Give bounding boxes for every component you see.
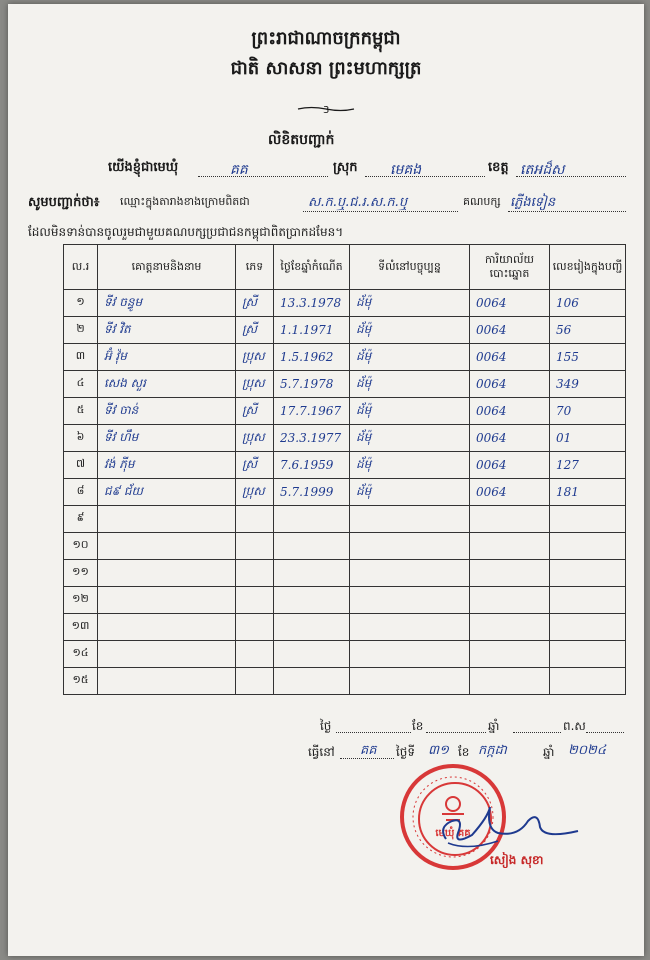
table-row: [64, 398, 626, 425]
row-sex-handwriting: ស្រី: [242, 295, 257, 309]
row-address-cell: [350, 506, 470, 533]
era-dotted-line: [586, 732, 624, 733]
row-address-handwriting: ដ័ម៉ុ: [356, 457, 372, 471]
row-list-no-cell: [550, 533, 626, 560]
document-page: [8, 4, 644, 956]
made-at-label: ធ្វើនៅ: [308, 745, 335, 759]
row-name-handwriting: [98, 620, 104, 634]
row-address-cell: [350, 614, 470, 641]
row-dob-cell: [274, 614, 350, 641]
row-office-cell: [470, 641, 550, 668]
row-office-handwriting: 0064: [476, 323, 507, 337]
row-list-no-cell: [550, 641, 626, 668]
row-dob-cell: [274, 371, 350, 398]
row-sex-handwriting: ប្រុស: [242, 349, 265, 363]
row-list-no-cell: [550, 560, 626, 587]
row-sex-cell: [236, 371, 274, 398]
row-office-handwriting: [470, 566, 476, 580]
year-value: ២០២៤: [568, 743, 607, 758]
row-name-cell: [98, 668, 236, 695]
row-dob-cell: [274, 344, 350, 371]
row-office-handwriting: [470, 539, 476, 553]
row-name-cell: [98, 452, 236, 479]
row-dob-handwriting: [274, 512, 280, 526]
row-no-cell: ២: [64, 317, 98, 344]
col-header-name: គោត្តនាមនិងនាម: [98, 245, 236, 290]
row-dob-cell: [274, 668, 350, 695]
district-label: ស្រុក: [333, 160, 358, 175]
row-office-cell: [470, 479, 550, 506]
row-list-no-handwriting: [550, 566, 556, 580]
row-office-cell: [470, 317, 550, 344]
row-dob-handwriting: [274, 539, 280, 553]
day-value: ៣១: [428, 743, 449, 758]
table-row: [64, 317, 626, 344]
table-row: [64, 506, 626, 533]
row-office-handwriting: [470, 620, 476, 634]
row-name-cell: [98, 371, 236, 398]
row-name-handwriting: ទីវ ហឹម: [104, 430, 139, 444]
district-value: មេគង: [390, 162, 422, 178]
row-no-cell: ៨: [64, 479, 98, 506]
row-dob-handwriting: [274, 647, 280, 661]
row-address-handwriting: [350, 539, 356, 553]
row-office-handwriting: [470, 512, 476, 526]
table-row: [64, 290, 626, 317]
row-sex-cell: [236, 668, 274, 695]
row-address-handwriting: ដ័ម៉ុ: [356, 430, 372, 444]
row-office-cell: [470, 506, 550, 533]
row-list-no-handwriting: [550, 674, 556, 688]
row-office-handwriting: 0064: [476, 431, 507, 445]
row-office-cell: [470, 614, 550, 641]
row-sex-cell: [236, 398, 274, 425]
row-list-no-handwriting: 349: [556, 377, 579, 391]
row-no-cell: ១៣: [64, 614, 98, 641]
row-sex-handwriting: [236, 512, 242, 526]
row-address-handwriting: ដ័ម៉ុ: [356, 322, 372, 336]
row-dob-handwriting: [274, 566, 280, 580]
row-dob-handwriting: [274, 674, 280, 688]
row-name-handwriting: [98, 674, 104, 688]
row-sex-cell: [236, 317, 274, 344]
col-header-sex: ភេទ: [236, 245, 274, 290]
row-list-no-cell: [550, 506, 626, 533]
row-dob-cell: [274, 533, 350, 560]
row-name-cell: [98, 344, 236, 371]
row-no-cell: ៣: [64, 344, 98, 371]
year-label: ឆ្នាំ: [543, 745, 555, 759]
row-sex-handwriting: [236, 566, 242, 580]
row-list-no-handwriting: 127: [556, 458, 579, 472]
row-address-handwriting: ដ័ម៉ុ: [356, 403, 372, 417]
row-address-cell: [350, 371, 470, 398]
row-no-cell: ១២: [64, 587, 98, 614]
row-sex-handwriting: [236, 593, 242, 607]
row-address-handwriting: [350, 593, 356, 607]
day-label: ថ្ងៃទី: [396, 745, 416, 759]
row-sex-cell: [236, 506, 274, 533]
row-dob-handwriting: 17.7.1967: [280, 404, 342, 418]
row-no-cell: ១១: [64, 560, 98, 587]
row-office-cell: [470, 668, 550, 695]
row-name-cell: [98, 317, 236, 344]
row-dob-cell: [274, 317, 350, 344]
row-dob-handwriting: 1.1.1971: [280, 323, 334, 337]
table-row: [64, 371, 626, 398]
month-value: កក្កដា: [478, 743, 507, 758]
row-dob-cell: [274, 560, 350, 587]
row-no-cell: ៦: [64, 425, 98, 452]
row-office-handwriting: 0064: [476, 485, 507, 499]
row-sex-cell: [236, 479, 274, 506]
row-name-handwriting: [98, 593, 104, 607]
status-value: ស.ក.ឬ.ជ.រ.ស.ក.ឬ: [308, 195, 408, 210]
row-dob-handwriting: [274, 593, 280, 607]
table-header-row: [64, 245, 626, 290]
row-name-handwriting: សេង សួរ: [104, 376, 146, 390]
row-list-no-handwriting: 56: [556, 323, 572, 337]
table-row: [64, 560, 626, 587]
row-no-cell: ៧: [64, 452, 98, 479]
row-name-handwriting: អ៊ំ វ៉ុម: [104, 349, 127, 363]
commune-dotted-line: [198, 176, 328, 177]
row-list-no-cell: [550, 587, 626, 614]
row-list-no-cell: [550, 344, 626, 371]
row-no-cell: ៤: [64, 371, 98, 398]
row-office-cell: [470, 398, 550, 425]
table-row: [64, 533, 626, 560]
table-row: [64, 668, 626, 695]
motto-heading: ជាតិ សាសនា ព្រះមហាក្សត្រ: [230, 58, 422, 79]
district-dotted-line: [365, 176, 485, 177]
ornament-glyph: 3: [323, 105, 330, 116]
lunar-day-dotted-line: [336, 732, 411, 733]
row-address-cell: [350, 317, 470, 344]
row-dob-handwriting: 5.7.1999: [280, 485, 334, 499]
row-address-cell: [350, 398, 470, 425]
row-list-no-cell: [550, 371, 626, 398]
row-office-handwriting: 0064: [476, 458, 507, 472]
row-dob-handwriting: 13.3.1978: [280, 296, 342, 310]
row-dob-cell: [274, 425, 350, 452]
row-office-handwriting: 0064: [476, 296, 507, 310]
table-row: [64, 587, 626, 614]
table-row: [64, 641, 626, 668]
row-name-cell: [98, 533, 236, 560]
col-header-dob: ថ្ងៃខែឆ្នាំកំណើត: [274, 245, 350, 290]
stamp-text: មេឃុំ គគ: [435, 828, 471, 839]
certify-label: សូមបញ្ជាក់ថា៖: [28, 195, 100, 210]
row-sex-cell: [236, 614, 274, 641]
row-no-cell: ១៤: [64, 641, 98, 668]
month-label: ខែ: [458, 745, 470, 759]
row-list-no-handwriting: 106: [556, 296, 579, 310]
row-address-handwriting: [350, 512, 356, 526]
row-name-handwriting: ទីវ ចាន់: [104, 403, 139, 417]
row-sex-cell: [236, 533, 274, 560]
row-office-cell: [470, 425, 550, 452]
handwritten-signature: [428, 799, 588, 859]
row-address-cell: [350, 641, 470, 668]
row-list-no-cell: [550, 668, 626, 695]
row-dob-cell: [274, 452, 350, 479]
row-dob-cell: [274, 398, 350, 425]
row-office-handwriting: 0064: [476, 350, 507, 364]
row-address-handwriting: [350, 620, 356, 634]
row-sex-handwriting: ស្រី: [242, 403, 257, 417]
row-sex-cell: [236, 641, 274, 668]
row-no-cell: ១០: [64, 533, 98, 560]
row-name-handwriting: [98, 647, 104, 661]
row-name-handwriting: ជ៩ ជ័យ: [104, 484, 143, 498]
row-address-cell: [350, 452, 470, 479]
row-list-no-cell: [550, 317, 626, 344]
row-name-cell: [98, 479, 236, 506]
row-dob-cell: [274, 479, 350, 506]
table-row: [64, 425, 626, 452]
row-list-no-cell: [550, 452, 626, 479]
col-header-address: ទីលំនៅបច្ចុប្បន្ន: [350, 245, 470, 290]
table-row: [64, 452, 626, 479]
lunar-month-dotted-line: [426, 732, 486, 733]
row-dob-handwriting: 1.5.1962: [280, 350, 334, 364]
document-title: លិខិតបញ្ជាក់: [268, 132, 335, 148]
col-header-no: ល.រ: [64, 245, 98, 290]
row-list-no-handwriting: [550, 620, 556, 634]
row-dob-handwriting: 7.6.1959: [280, 458, 334, 472]
row-sex-handwriting: [236, 674, 242, 688]
row-name-cell: [98, 560, 236, 587]
row-name-handwriting: [98, 512, 104, 526]
row-list-no-handwriting: 155: [556, 350, 579, 364]
row-address-cell: [350, 344, 470, 371]
row-dob-cell: [274, 641, 350, 668]
row-dob-cell: [274, 506, 350, 533]
row-no-cell: ៩: [64, 506, 98, 533]
row-sex-handwriting: [236, 539, 242, 553]
statement-text: ដែលមិនទាន់បានចូលរួមជាមួយគណបក្សប្រជាជនកម្ពុជាពិតប្រាកដមែន។: [28, 225, 344, 239]
row-office-cell: [470, 371, 550, 398]
row-list-no-cell: [550, 425, 626, 452]
table-row: [64, 614, 626, 641]
row-office-cell: [470, 344, 550, 371]
row-name-handwriting: [98, 566, 104, 580]
voter-table: [63, 244, 626, 695]
row-address-handwriting: [350, 674, 356, 688]
row-name-cell: [98, 425, 236, 452]
row-address-handwriting: ដ័ម៉ុ: [356, 376, 372, 390]
row-sex-handwriting: ប្រុស: [242, 376, 265, 390]
row-address-handwriting: ដ័ម៉ុ: [356, 484, 372, 498]
row-address-cell: [350, 425, 470, 452]
row-name-cell: [98, 506, 236, 533]
row-sex-handwriting: ស្រី: [242, 457, 257, 471]
row-name-handwriting: ទីវ ចន្ធូម: [104, 295, 143, 309]
row-list-no-handwriting: [550, 647, 556, 661]
row-list-no-handwriting: [550, 539, 556, 553]
row-no-cell: ១: [64, 290, 98, 317]
row-office-cell: [470, 452, 550, 479]
row-list-no-handwriting: 181: [556, 485, 579, 499]
header-ornament: [296, 102, 356, 119]
col-header-list-no: លេខរៀងក្នុងបញ្ជី: [550, 245, 626, 290]
row-address-cell: [350, 587, 470, 614]
lunar-year-label: ឆ្នាំ: [488, 719, 500, 733]
commune-label: យើងខ្ញុំជាមេឃុំ: [108, 160, 179, 175]
row-list-no-cell: [550, 614, 626, 641]
row-list-no-handwriting: 70: [556, 404, 572, 418]
row-no-cell: ១៥: [64, 668, 98, 695]
row-dob-handwriting: 5.7.1978: [280, 377, 334, 391]
table-row: [64, 344, 626, 371]
row-office-cell: [470, 290, 550, 317]
row-office-handwriting: 0064: [476, 377, 507, 391]
row-sex-handwriting: [236, 620, 242, 634]
row-address-handwriting: ដ័ម៉ុ: [356, 349, 372, 363]
row-name-handwriting: ទីវ វិត: [104, 322, 131, 336]
row-dob-handwriting: [274, 620, 280, 634]
lunar-day-label: ថ្ងៃ: [320, 719, 332, 733]
row-sex-handwriting: [236, 647, 242, 661]
kingdom-heading: ព្រះរាជាណាចក្រកម្ពុជា: [251, 28, 401, 49]
signer-name: សៀង សុខា: [490, 853, 544, 867]
party-label: គណបក្ស: [463, 195, 501, 208]
row-office-handwriting: [470, 647, 476, 661]
row-address-cell: [350, 290, 470, 317]
row-dob-cell: [274, 290, 350, 317]
row-office-handwriting: 0064: [476, 404, 507, 418]
row-name-cell: [98, 398, 236, 425]
row-list-no-handwriting: [550, 593, 556, 607]
row-list-no-handwriting: 01: [556, 431, 572, 445]
row-sex-handwriting: ប្រុស: [242, 484, 265, 498]
row-address-cell: [350, 533, 470, 560]
row-address-handwriting: [350, 566, 356, 580]
row-office-cell: [470, 587, 550, 614]
province-label: ខេត្ត: [488, 160, 509, 175]
row-list-no-cell: [550, 479, 626, 506]
commune-value: គគ: [230, 162, 248, 178]
row-sex-handwriting: ប្រុស: [242, 430, 265, 444]
made-at-value: គគ: [360, 743, 377, 758]
row-name-handwriting: វង់ ភ៉ីម: [104, 457, 135, 471]
row-name-cell: [98, 290, 236, 317]
row-address-handwriting: [350, 647, 356, 661]
lunar-year-dotted-line: [513, 732, 561, 733]
row-sex-cell: [236, 344, 274, 371]
row-dob-handwriting: 23.3.1977: [280, 431, 342, 445]
province-value: តេអដ៏ស: [520, 162, 565, 178]
row-list-no-handwriting: [550, 512, 556, 526]
row-name-cell: [98, 641, 236, 668]
row-sex-cell: [236, 452, 274, 479]
row-address-handwriting: ដ័ម៉ុ: [356, 295, 372, 309]
row-name-handwriting: [98, 539, 104, 553]
row-address-cell: [350, 560, 470, 587]
certify-text: ឈ្មោះក្នុងតារាងខាងក្រោមពិតជា: [120, 195, 250, 208]
row-list-no-cell: [550, 398, 626, 425]
row-address-cell: [350, 668, 470, 695]
row-dob-cell: [274, 587, 350, 614]
party-value: ភ្លើងទៀន: [510, 195, 556, 210]
row-office-cell: [470, 560, 550, 587]
row-list-no-cell: [550, 290, 626, 317]
row-name-cell: [98, 614, 236, 641]
era-label: ព.ស: [563, 719, 586, 733]
row-office-handwriting: [470, 593, 476, 607]
row-office-cell: [470, 533, 550, 560]
row-no-cell: ៥: [64, 398, 98, 425]
row-sex-handwriting: ស្រី: [242, 322, 257, 336]
row-sex-cell: [236, 587, 274, 614]
col-header-office: ការិយាល័យបោះឆ្នោត: [470, 245, 550, 290]
row-sex-cell: [236, 560, 274, 587]
lunar-month-label: ខែ: [412, 719, 424, 733]
row-address-cell: [350, 479, 470, 506]
table-row: [64, 479, 626, 506]
row-sex-cell: [236, 425, 274, 452]
row-name-cell: [98, 587, 236, 614]
row-sex-cell: [236, 290, 274, 317]
row-office-handwriting: [470, 674, 476, 688]
